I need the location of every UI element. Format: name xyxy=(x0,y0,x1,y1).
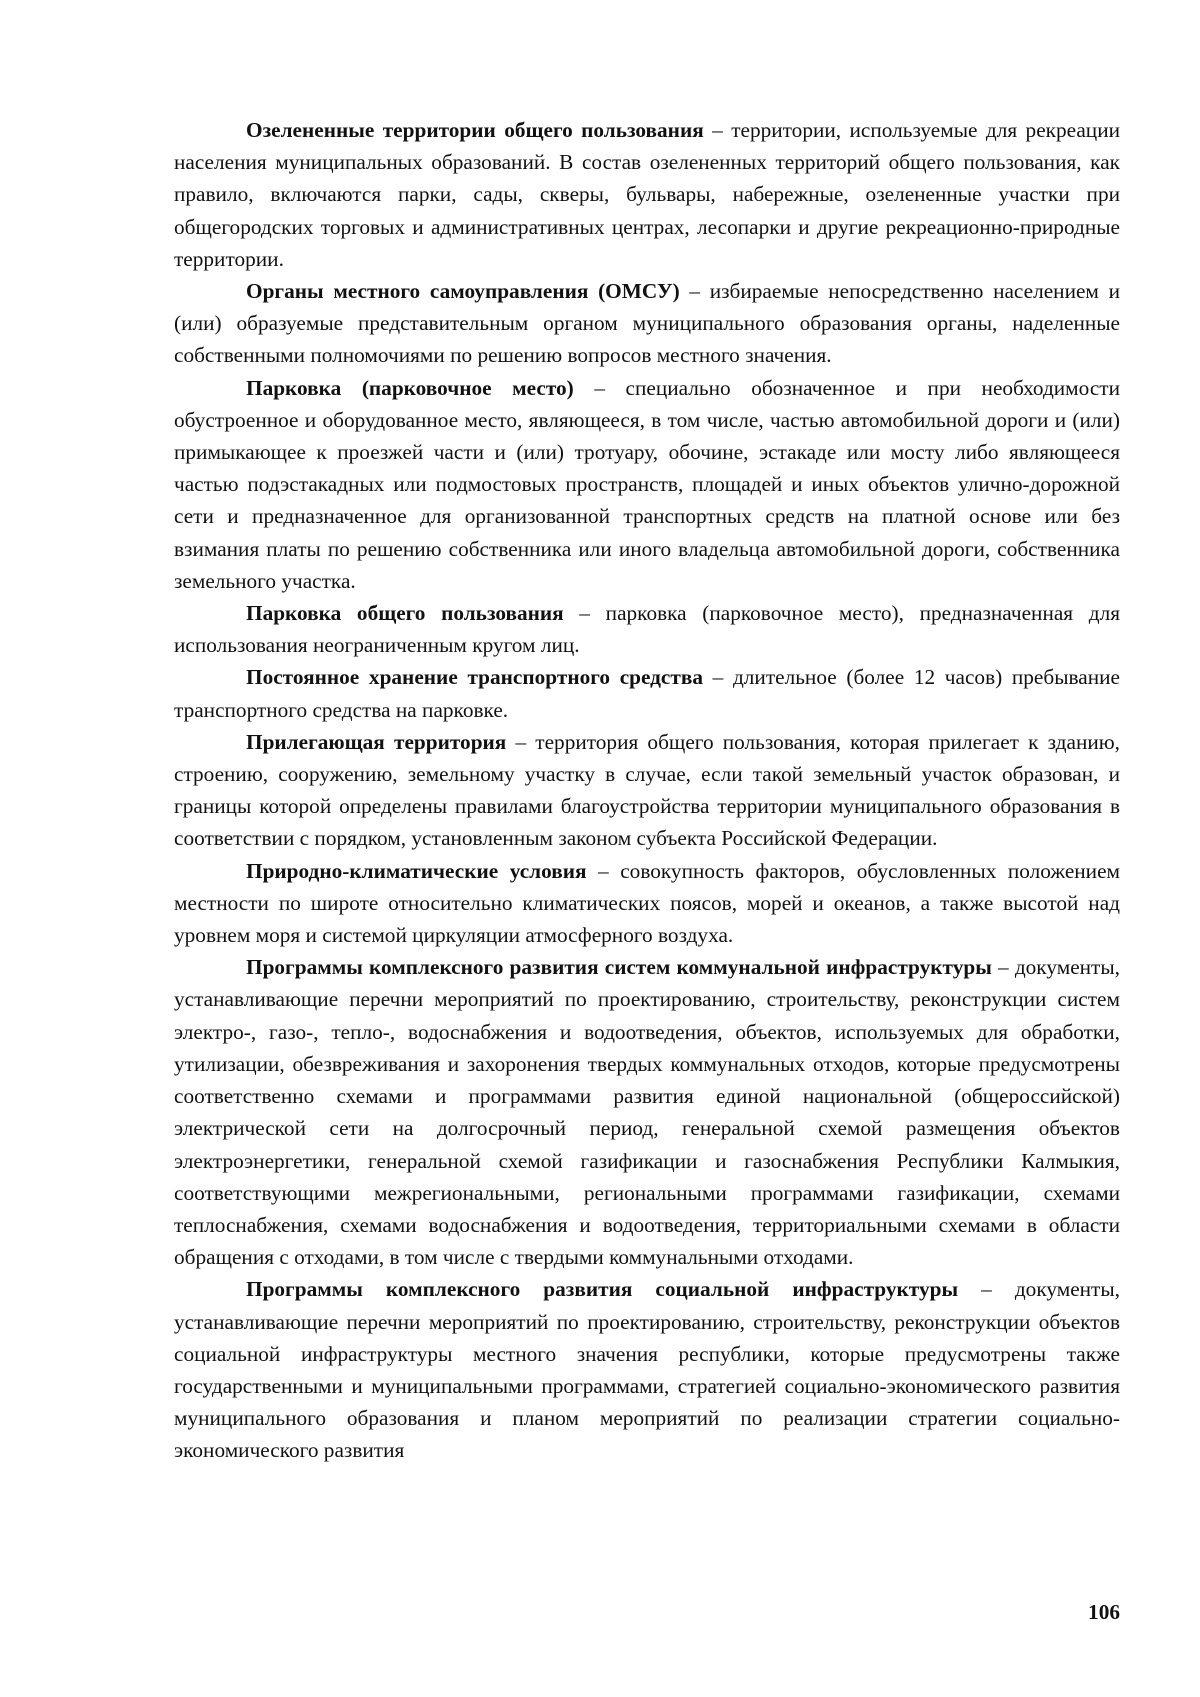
definition-text: – территории, используемые для рекреации населения муниципальных образований. В состав озелененных территорий общего пользования, как правило, включаются парки, сады, скверы, бульвары, набережные, озелененные участки при общегородских торговых и административных центрах, лесопарки и другие рекреационно-природные территории. xyxy=(174,118,1120,271)
page-number: 106 xyxy=(1088,1600,1120,1624)
definition-paragraph xyxy=(174,114,1120,275)
definition-paragraph xyxy=(174,661,1120,725)
definition-paragraph xyxy=(174,855,1120,952)
definition-text: – документы, устанавливающие перечни мероприятий по проектированию, строительству, реконструкции объектов социальной инфраструктуры местного значения республики, которые предусмотрены также государственными и муниципальными программами, стратегией социально-экономического развития муниципального образования и планом мероприятий по реализации стратегии социально-экономического развития xyxy=(174,1277,1120,1463)
definition-paragraph xyxy=(174,951,1120,1273)
definition-term: Природно-климатические условия xyxy=(246,858,587,883)
definition-text: – длительное (более 12 часов) пребывание транспортного средства на парковке. xyxy=(174,665,1120,722)
definition-term: Органы местного самоуправления (ОМСУ) xyxy=(246,279,680,304)
definition-term: Программы комплексного развития социальной инфраструктуры xyxy=(246,1277,959,1302)
definition-text: – совокупность факторов, обусловленных положением местности по широте относительно климатических поясов, морей и океанов, а также высотой над уровнем моря и системой циркуляции атмосферного воздуха. xyxy=(174,858,1121,948)
definition-term: Озелененные территории общего пользования xyxy=(246,118,704,142)
definition-paragraph xyxy=(174,726,1120,855)
definition-paragraph xyxy=(174,1273,1120,1466)
definition-term: Парковка общего пользования xyxy=(246,601,564,626)
definition-text: – парковка (парковочное место), предназначенная для использования неограниченным кругом лиц. xyxy=(174,601,1120,658)
definition-paragraph xyxy=(174,597,1120,661)
document-body xyxy=(174,114,1120,1467)
definition-term: Парковка (парковочное место) xyxy=(246,375,574,400)
definition-term: Программы комплексного развития систем коммунальной инфраструктуры xyxy=(246,955,992,980)
definition-text: – избираемые непосредственно населением и (или) образуемые представительным органом муниципального образования органы, наделенные собственными полномочиями по решению вопросов местного значения. xyxy=(174,279,1120,368)
definition-text: – территория общего пользования, которая прилегает к зданию, строению, сооружению, земельному участку в случае, если такой земельный участок образован, и границы которой определены правилами благоустройства территории муниципального образования в соответствии с порядком, установленным законом субъекта Российской Федерации. xyxy=(174,729,1120,851)
definition-term: Прилегающая территория xyxy=(246,729,507,754)
definition-text: – специально обозначенное и при необходимости обустроенное и оборудованное место, являющееся, в том числе, частью автомобильной дороги и (или) примыкающее к проезжей части и (или) тротуару, обочине, эстакаде или мосту либо являющееся частью подэстакадных или подмостовых пространств, площадей и иных объектов улично-дорожной сети и предназначенное для организованной транспортных средств на платной основе или без взимания платы по решению собственника или иного владельца автомобильной дороги, собственника земельного участка. xyxy=(174,375,1120,593)
definition-paragraph xyxy=(174,275,1120,372)
definition-paragraph xyxy=(174,372,1120,597)
definition-text: – документы, устанавливающие перечни мероприятий по проектированию, строительству, реконструкции систем электро-, газо-, тепло-, водоснабжения и водоотведения, объектов, используемых для обработки, утилизации, обезвреживания и захоронения твердых коммунальных отходов, которые предусмотрены соответственно схемами и программами развития единой национальной (общероссийской) электрической сети на долгосрочный период, генеральной схемой размещения объектов электроэнергетики, генеральной схемой газификации и газоснабжения Республики Калмыкия, соответствующими межрегиональными, региональными программами газификации, схемами теплоснабжения, схемами водоснабжения и водоотведения, территориальными схемами в области обращения с отходами, в том числе с твердыми коммунальными отходами. xyxy=(174,955,1120,1270)
definition-term: Постоянное хранение транспортного средства xyxy=(246,665,703,690)
